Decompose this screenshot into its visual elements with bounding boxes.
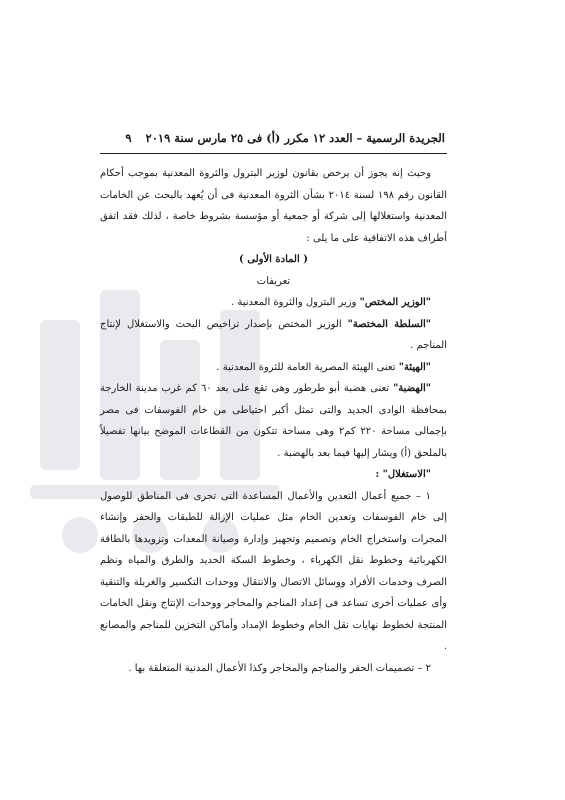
definition-term: "الهيئة" [398,361,431,373]
article-title: ( المادة الأولى ) [239,254,308,265]
definition-term: "الهضبة" [393,383,431,394]
definition-term: "السلطة المختصة" [347,318,432,330]
definition-text: تعنى الهيئة المصرية العامة للثروة المعدنية . [216,361,399,373]
definition-term: "الوزير المختص" [359,297,431,308]
header-title: الجريدة الرسمية – العدد ١٢ مكرر (أ) فى ٢٥ مارس سنة ٢٠١٩ [145,131,445,145]
document-body [100,163,447,679]
definitions-title: تعريفات [256,275,291,287]
definition-text: وزير البترول والثروة المعدنية . [231,297,360,308]
header-divider [100,153,447,154]
definition-minister [100,292,447,314]
page-number: ٩ [125,131,132,145]
exploitation-term: "الاستغلال" : [375,469,431,480]
definition-text: الوزير المختص بإصدار تراخيص البحث والاستغلال لإنتاج المناجم . [100,318,447,351]
definition-agency [100,357,447,379]
intro-paragraph: وحيث إنه يجوز أن يرخص بقانون لوزير البترول والثروة المعدنية بموجب أحكام القانون رقم ١٩٨ لسنة ٢٠١٤ بشأن الثروة المعدنية فى أن يُعهد بالبحث عن الخامات المعدنية واستغلالها إلى شركة أو جمعية أو مؤسسة بشروط خاصة ، لذلك فقد اتفق أطراف هذه الاتفاقية على ما يلى : [100,168,447,244]
clause-item: ٢ – تصميمات الحفر والمناجم والمحاجر وكذا الأعمال المدنية المتعلقة بها . [128,662,431,674]
definition-plateau [100,378,447,464]
definition-text: تعنى هضبة أبو طرطور وهى تقع على بعد ٦٠ كم غرب مدينة الخارجة بمحافظة الوادى الجديد والتى تمثل أكبر احتياطى من خام الفوسفات فى مصر بإجمالى مساحة ٢٢٠ كم٢ وهى مساحة تتكون من القطاعات الموضح بيانها تفصيلاً بالملحق (أ) ويشار إليها فيما بعد بالهضبة . [100,383,447,459]
definition-authority [100,314,447,357]
clause-item: ١ – جميع أعمال التعدين والأعمال المساعدة التى تجرى فى المناطق للوصول إلى خام الفوسفات وتعدين الخام مثل عمليات الإزالة للطبقات والحفر وإنشاء المجرات واستخراج الخام وتصميم وتجهيز وإدارة وصيانة المعدات وتزويدها بالطاقة الكهربائية وخطوط نقل الكهرباء ، وخطوط السكة الحديد والطرق والمياه ونظم الصرف وخدمات الأفراد ووسائل الاتصال والانتقال ووحدات التكسير والغربلة والتنقية وأى عمليات أخرى تساعد فى إعداد المناجم والمحاجر ووحدات الإنتاج ونقل الخامات المنتجة لخطوط نهايات نقل الخام وخطوط الإمداد وأماكن التخزين للمناجم والمصانع . [100,490,447,652]
page-header [100,131,445,145]
